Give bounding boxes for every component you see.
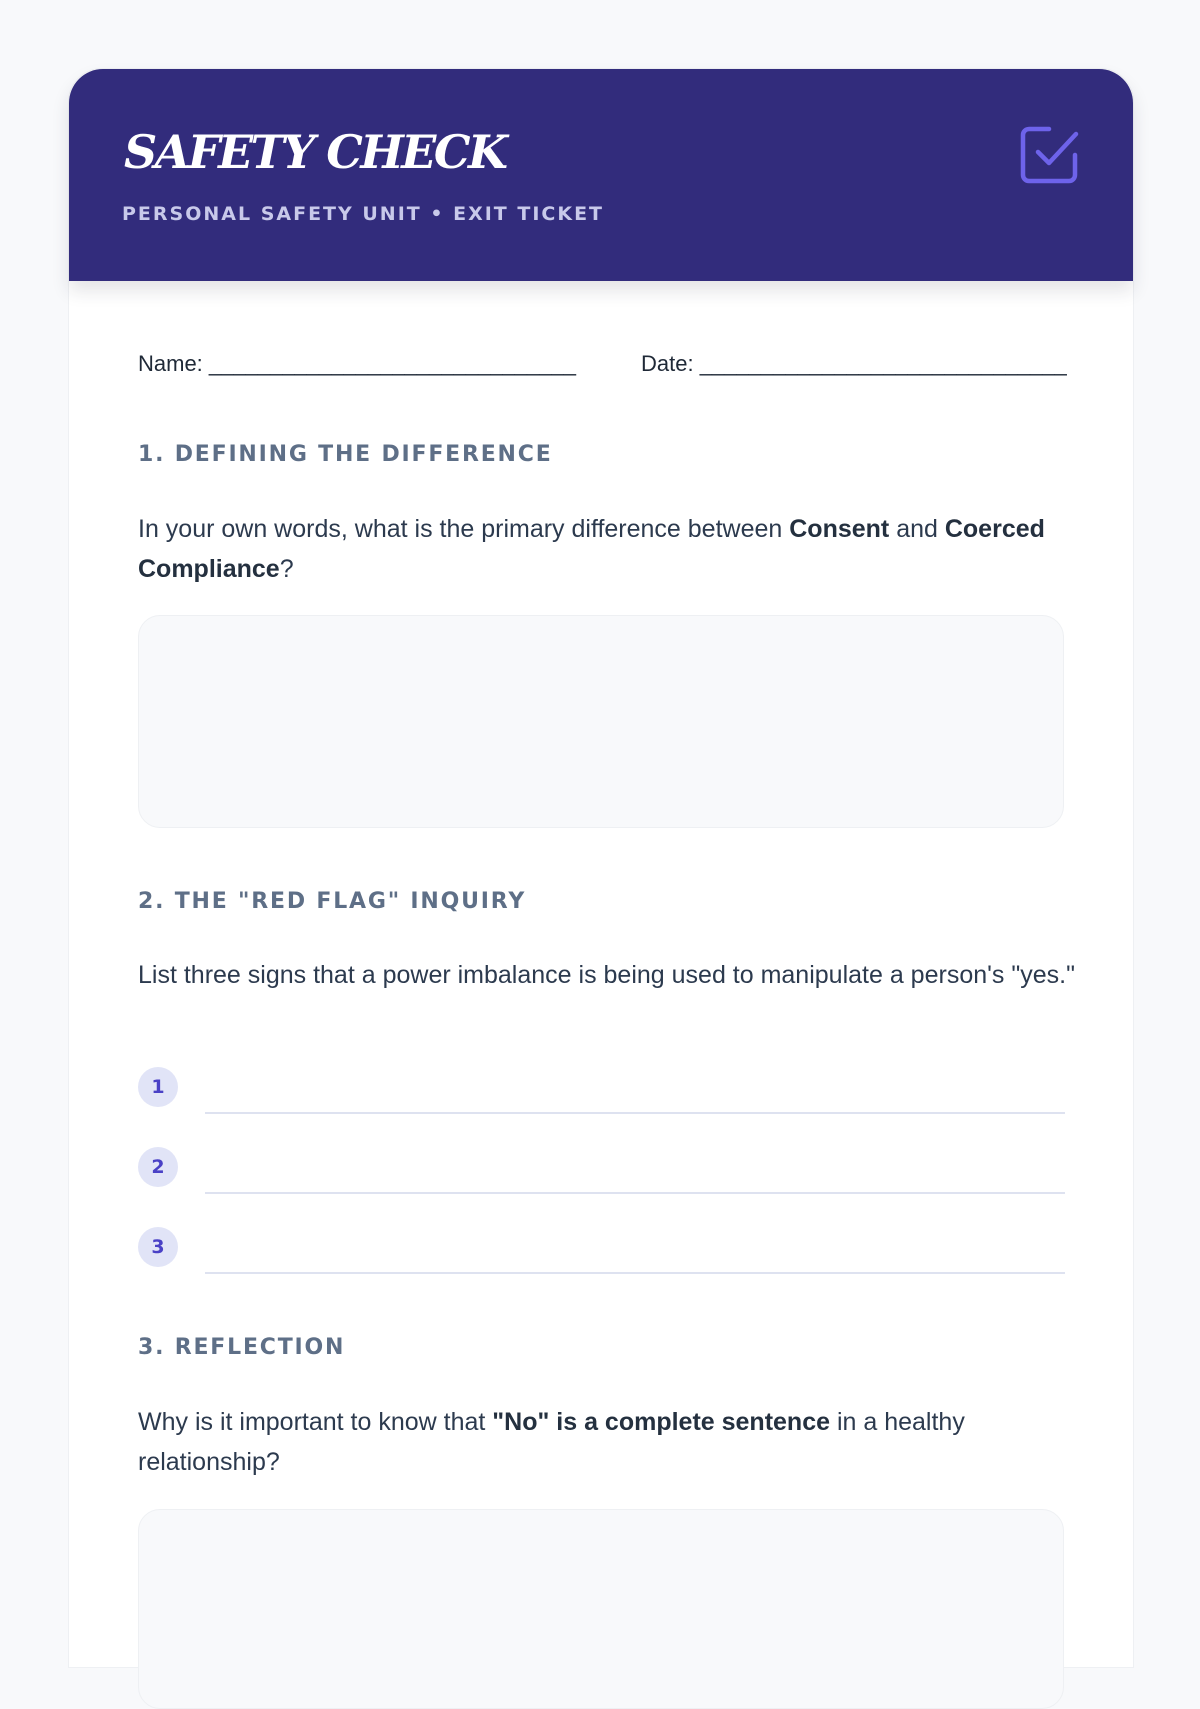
section-3-heading: 3. REFLECTION — [138, 1335, 346, 1360]
checkbox-icon — [1019, 125, 1079, 185]
section-1-answer-box[interactable] — [138, 615, 1064, 828]
section-1-heading: 1. DEFINING THE DIFFERENCE — [138, 442, 553, 467]
item-number-badge: 2 — [138, 1147, 178, 1187]
item-2-answer-line[interactable] — [205, 1192, 1065, 1194]
item-number-badge: 1 — [138, 1067, 178, 1107]
section-3-question: Why is it important to know that "No" is a complete sentence in a healthy relationship? — [138, 1408, 965, 1476]
section-1-question: In your own words, what is the primary difference between Consent and Coerced Compliance? — [138, 515, 1045, 583]
item-number-badge: 3 — [138, 1227, 178, 1267]
date-field[interactable]: Date: ______________________________ — [641, 351, 1067, 376]
page-title: SAFETY CHECK — [124, 125, 506, 179]
name-field[interactable]: Name: ______________________________ — [138, 351, 576, 376]
item-1-answer-line[interactable] — [205, 1112, 1065, 1114]
section-2-question: List three signs that a power imbalance is being used to manipulate a person's "yes." — [138, 961, 1075, 989]
section-2-heading: 2. THE "RED FLAG" INQUIRY — [138, 889, 527, 914]
item-3-answer-line[interactable] — [205, 1272, 1065, 1274]
header-banner — [69, 69, 1133, 281]
section-3-answer-box[interactable] — [138, 1509, 1064, 1709]
exit-ticket-card — [68, 68, 1134, 1668]
page-subtitle: PERSONAL SAFETY UNIT • EXIT TICKET — [122, 203, 605, 225]
